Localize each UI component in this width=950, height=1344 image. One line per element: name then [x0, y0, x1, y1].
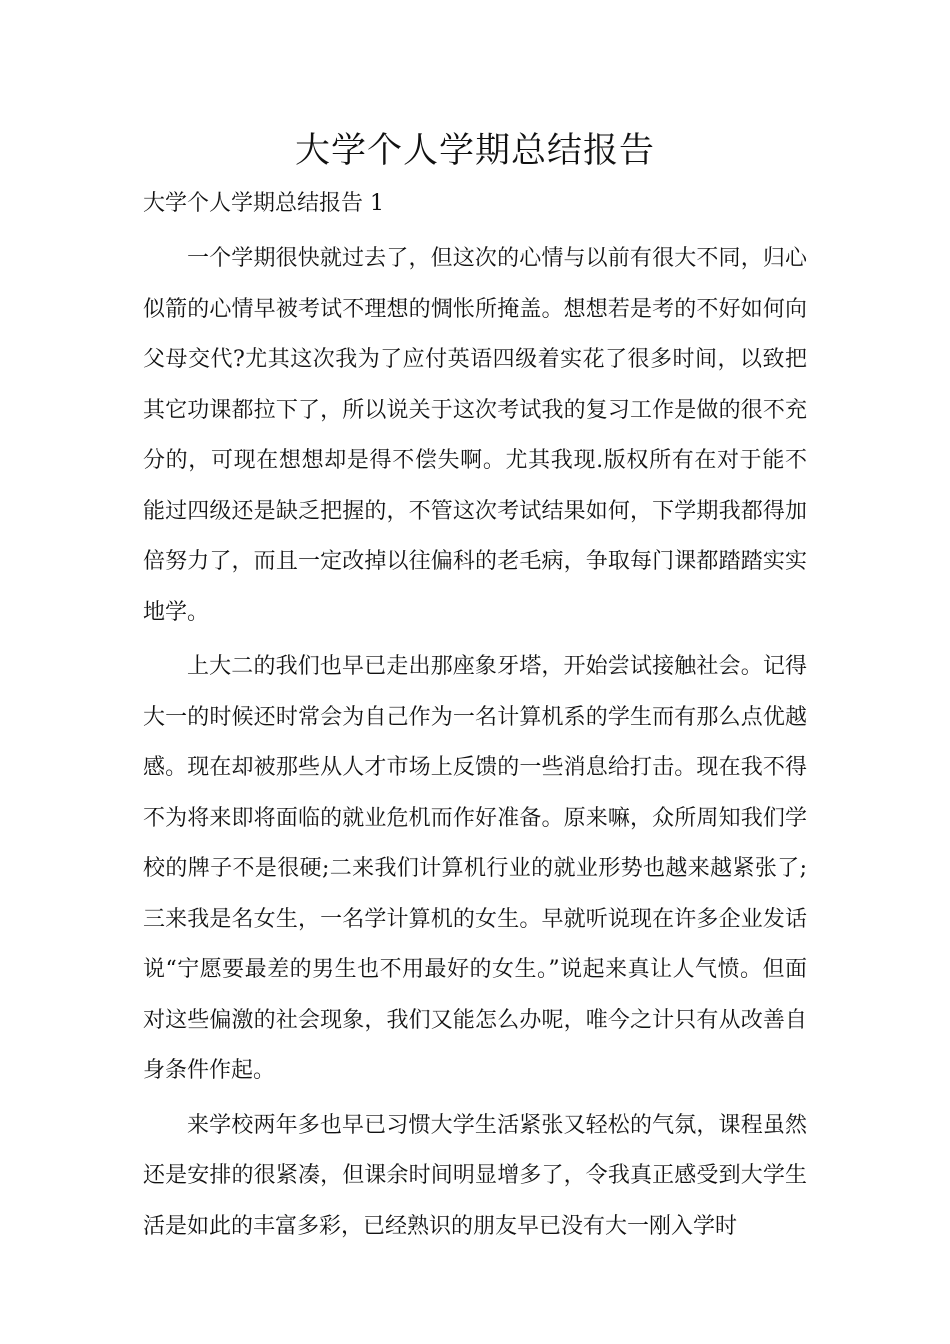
document-title: 大学个人学期总结报告 [294, 131, 655, 171]
document-body [143, 124, 807, 1256]
paragraph-3: 来学校两年多也早已习惯大学生活紧张又轻松的气氛，课程虽然还是安排的很紧凑，但课余时间明显增多了，令我真正感受到大学生活是如此的丰富多彩，已经熟识的朋友早已没有大一刚入学时 [143, 1112, 807, 1239]
section-heading: 大学个人学期总结报告 1 [143, 191, 384, 216]
paragraph-2: 上大二的我们也早已走出那座象牙塔，开始尝试接触社会。记得大一的时候还时常会为自己作为一名计算机系的学生而有那么点优越感。现在却被那些从人才市场上反馈的一些消息给打击。现在我不得不为将来即将面临的就业危机而作好准备。原来嘛，众所周知我们学校的牌子不是很硬;二来我们计算机行业的就业形势也越来越紧张了;三来我是名女生，一名学计算机的女生。早就听说现在许多企业发话说“宁愿要最差的男生也不用最好的女生。”说起来真让人气愤。但面对这些偏激的社会现象，我们又能怎么办呢，唯今之计只有从改善自身条件作起。 [143, 654, 807, 1083]
paragraph-1: 一个学期很快就过去了，但这次的心情与以前有很大不同，归心似箭的心情早被考试不理想的惆怅所掩盖。想想若是考的不好如何向父母交代?尤其这次我为了应付英语四级着实花了很多时间，以致把其它功课都拉下了，所以说关于这次考试我的复习工作是做的很不充分的，可现在想想却是得不偿失啊。尤其我现.版权所有在对于能不能过四级还是缺乏把握的，不管这次考试结果如何，下学期我都得加倍努力了，而且一定改掉以往偏科的老毛病，争取每门课都踏踏实实地学。 [143, 246, 807, 625]
